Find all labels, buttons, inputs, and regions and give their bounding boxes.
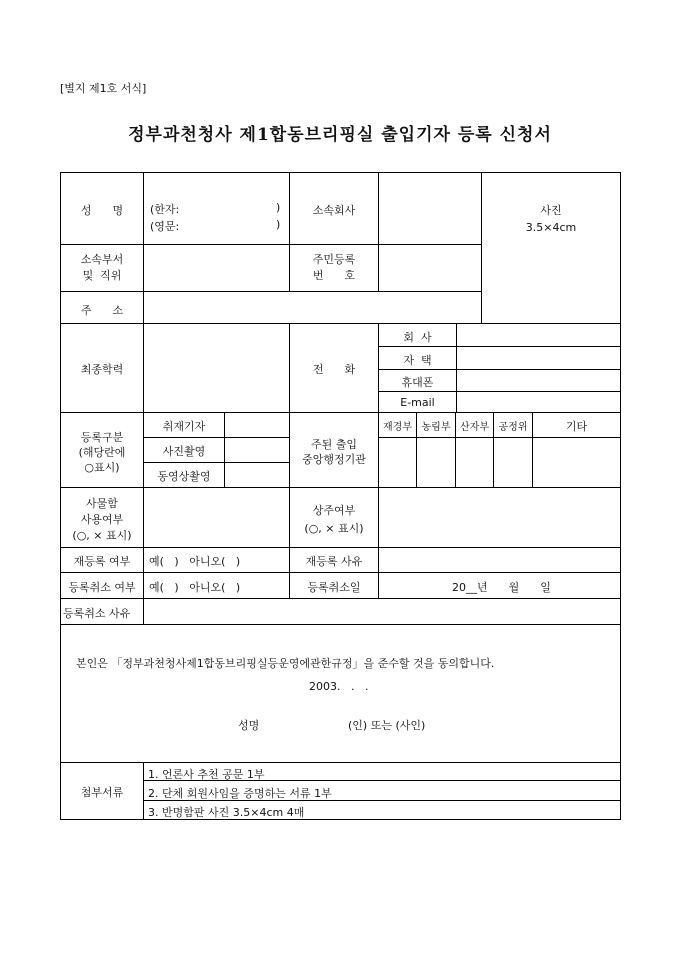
agency-label-line1: 주된 출입	[310, 438, 357, 451]
phone-mobile-label: 휴대폰	[401, 376, 434, 389]
locker-field[interactable]	[145, 489, 288, 546]
divider	[224, 412, 225, 487]
resident-label-line2: (○, × 표시)	[304, 522, 364, 535]
agency-mofe: 재경부	[383, 422, 412, 433]
attachment-item: 3. 반명함판 사진 3.5×4cm 4매	[148, 806, 305, 819]
rereg-choice[interactable]: 예( ) 아니오( )	[149, 555, 241, 568]
divider	[60, 547, 621, 548]
attachments-label: 첨부서류	[80, 786, 124, 799]
name-english-close: )	[276, 218, 281, 231]
divider	[60, 291, 481, 292]
divider	[60, 244, 481, 245]
agency-ftc-field[interactable]	[495, 439, 531, 486]
phone-label: 전 화	[312, 363, 356, 376]
divider	[456, 323, 457, 412]
divider	[143, 762, 144, 820]
cancel-reason-label: 등록취소 사유	[63, 607, 131, 620]
company-label: 소속회사	[312, 204, 356, 217]
photographer-mark-field[interactable]	[226, 439, 288, 461]
company-field[interactable]	[380, 174, 480, 243]
divider	[60, 572, 621, 573]
divider	[481, 172, 482, 323]
divider	[620, 172, 621, 820]
divider	[378, 346, 621, 347]
divider	[143, 172, 144, 624]
divider	[60, 819, 621, 820]
address-label: 주 소	[80, 304, 124, 317]
name-hanja-field[interactable]	[192, 199, 274, 215]
dept-label-line1: 소속부서	[80, 253, 124, 266]
locker-label-line1: 사물함	[86, 497, 118, 510]
agency-mocie: 산자부	[460, 422, 489, 433]
attachment-item: 1. 언론사 추천 공문 1부	[148, 768, 265, 781]
name-english-field[interactable]	[192, 216, 274, 232]
cancel-label: 등록취소 여부	[68, 581, 136, 594]
divider	[60, 487, 621, 488]
phone-mobile-field[interactable]	[458, 371, 619, 390]
phone-home-label: 자 택	[403, 354, 432, 367]
address-field[interactable]	[145, 293, 480, 322]
cancel-date-label: 등록취소일	[307, 581, 361, 594]
agency-ftc: 공정위	[498, 422, 528, 433]
divider	[378, 369, 621, 370]
locker-label-line3: (○, × 표시)	[72, 529, 132, 542]
education-label: 최종학력	[80, 363, 124, 376]
rereg-reason-label: 재등록 사유	[305, 555, 363, 568]
agency-other: 기타	[565, 420, 588, 433]
resident-field[interactable]	[380, 489, 619, 546]
email-field[interactable]	[458, 393, 619, 411]
signature-label: 성명	[238, 719, 260, 732]
phone-company-label: 회 사	[403, 331, 432, 344]
phone-email-label: E-mail	[400, 396, 435, 409]
locker-label-line2: 사용여부	[80, 513, 124, 526]
phone-company-field[interactable]	[458, 325, 619, 345]
name-hanja-close: )	[276, 201, 281, 214]
dept-label-line2: 및 직위	[82, 269, 122, 282]
reg-type-label-line2: (해당란에	[78, 446, 126, 459]
reg-type-label-line3: ○표시)	[84, 461, 120, 474]
rereg-label: 재등록 여부	[73, 555, 131, 568]
agency-mocie-field[interactable]	[457, 439, 492, 486]
divider	[143, 437, 289, 438]
reporter-mark-field[interactable]	[226, 414, 288, 436]
agreement-text: 본인은 「정부과천청사제1합동브리핑실등운영에관한규정」을 준수할 것을 동의합니다.	[76, 657, 495, 670]
divider	[378, 391, 621, 392]
divider	[60, 598, 621, 599]
divider	[378, 437, 621, 438]
seal-label: (인) 또는 (사인)	[348, 719, 426, 732]
rrn-label-line1: 주민등록	[312, 253, 356, 266]
cancel-date-value[interactable]: 20__년 월 일	[452, 581, 551, 594]
divider	[378, 172, 379, 291]
photo-label: 사진	[540, 204, 562, 217]
form-number: [별지 제1호 서식]	[60, 82, 147, 95]
name-label: 성 명	[80, 204, 124, 217]
rereg-reason-field[interactable]	[380, 549, 619, 571]
rrn-label-line2: 번 호	[312, 269, 356, 282]
divider	[60, 412, 621, 413]
rrn-field[interactable]	[380, 246, 480, 290]
cancel-reason-field[interactable]	[145, 600, 619, 623]
phone-home-field[interactable]	[458, 348, 619, 368]
agency-other-field[interactable]	[534, 439, 619, 486]
videographer-mark-field[interactable]	[226, 464, 288, 486]
divider	[60, 624, 621, 625]
videographer-label: 동영상촬영	[157, 470, 211, 483]
reporter-label: 취재기자	[162, 420, 206, 433]
agency-maf-field[interactable]	[418, 439, 454, 486]
agency-mofe-field[interactable]	[380, 439, 415, 486]
name-english-label: (영문:	[150, 220, 180, 233]
dept-field[interactable]	[145, 246, 288, 290]
resident-label-line1: 상주여부	[312, 504, 356, 517]
education-field[interactable]	[145, 325, 288, 411]
name-hanja-label: (한자:	[150, 203, 180, 216]
agency-maf: 농림부	[421, 422, 451, 433]
photo-size: 3.5×4cm	[525, 221, 577, 234]
divider	[60, 172, 621, 173]
divider	[143, 462, 289, 463]
divider	[60, 762, 621, 763]
attachment-item: 2. 단체 회원사임을 증명하는 서류 1부	[148, 787, 332, 800]
cancel-choice[interactable]: 예( ) 아니오( )	[149, 581, 241, 594]
date-line: 2003. . .	[309, 680, 369, 693]
signature-field[interactable]	[265, 713, 345, 731]
divider	[60, 323, 621, 324]
page-title: 정부과천청사 제1합동브리핑실 출입기자 등록 신청서	[128, 125, 552, 145]
agency-label-line2: 중앙행정기관	[302, 453, 366, 466]
reg-type-label-line1: 등록구분	[80, 431, 124, 444]
photographer-label: 사진촬영	[162, 445, 206, 458]
